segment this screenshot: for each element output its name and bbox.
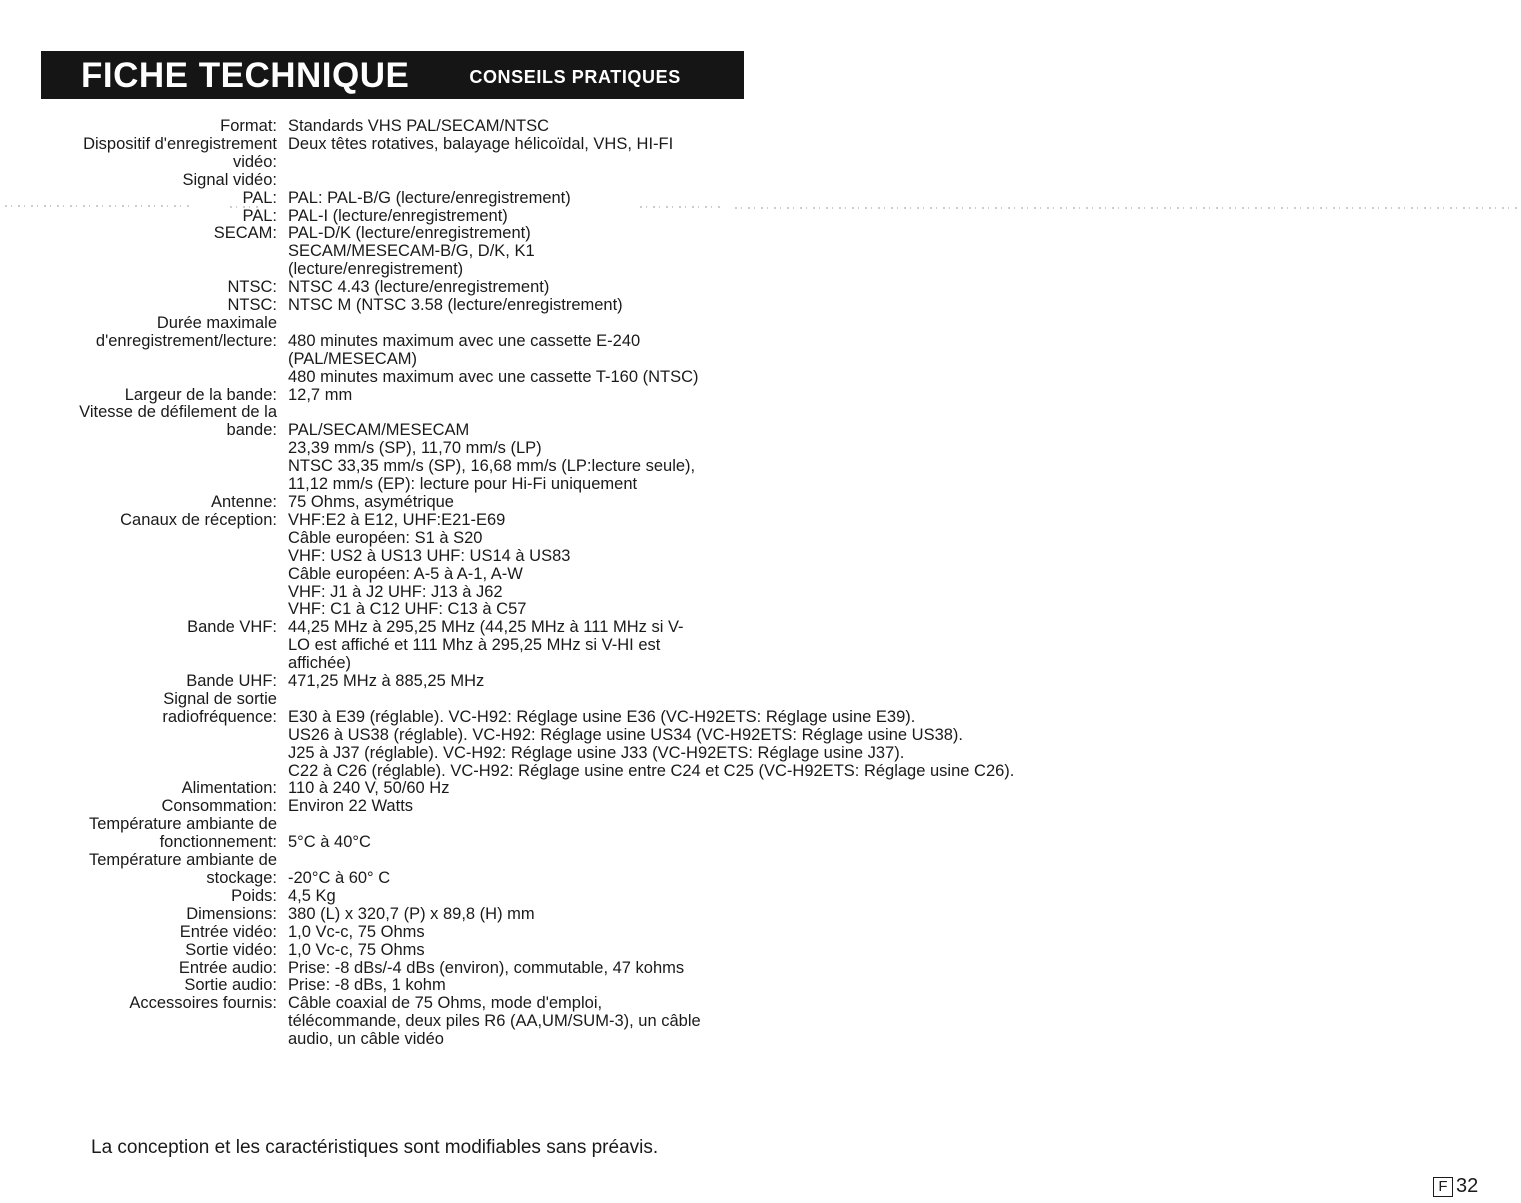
spec-row — [0, 691, 1110, 781]
spec-value-line: 12,7 mm — [288, 385, 353, 404]
spec-value — [288, 208, 508, 226]
spec-value — [288, 780, 449, 798]
spec-label-line: SECAM: — [213, 224, 277, 243]
spec-row — [0, 798, 1110, 816]
spec-label-line: Accessoires fournis: — [129, 994, 277, 1013]
spec-label — [0, 798, 277, 816]
spec-value-line: Environ 22 Watts — [288, 797, 414, 816]
spec-value — [288, 225, 535, 279]
spec-label-line: Bande UHF: — [186, 672, 277, 691]
spec-value-line: 480 minutes maximum avec une cassette E-240 — [288, 331, 641, 350]
spec-value-line: Prise: -8 dBs/-4 dBs (environ), commutable, 47 kohms — [288, 958, 685, 977]
spec-table — [0, 118, 1110, 1049]
spec-row — [0, 118, 1110, 136]
spec-label — [0, 960, 277, 978]
footer-note: La conception et les caractéristiques sont modifiables sans préavis. — [91, 1137, 659, 1158]
spec-value — [288, 924, 425, 942]
spec-value-line — [288, 816, 371, 834]
spec-value — [288, 691, 1014, 781]
spec-value — [288, 190, 571, 208]
spec-label-line: bande: — [226, 421, 277, 440]
spec-value-line: Câble coaxial de 75 Ohms, mode d'emploi, — [288, 994, 603, 1013]
spec-label — [0, 780, 277, 798]
spec-label — [0, 279, 277, 297]
spec-value-line: VHF:E2 à E12, UHF:E21-E69 — [288, 510, 506, 529]
spec-row — [0, 780, 1110, 798]
spec-value — [288, 315, 699, 387]
spec-row — [0, 190, 1110, 208]
spec-value-line: NTSC M (NTSC 3.58 (lecture/enregistrement) — [288, 296, 623, 315]
spec-value-line: 471,25 MHz à 885,25 MHz — [288, 672, 485, 691]
spec-value-line: VHF: C1 à C12 UHF: C13 à C57 — [288, 600, 527, 619]
spec-value-line: 480 minutes maximum avec une cassette T-160 (NTSC) — [288, 367, 699, 386]
spec-row — [0, 208, 1110, 226]
spec-value-line: VHF: J1 à J2 UHF: J13 à J62 — [288, 582, 503, 601]
spec-value-line: Prise: -8 dBs, 1 kohm — [288, 976, 446, 995]
spec-label — [0, 172, 277, 190]
spec-value-line: E30 à E39 (réglable). VC-H92: Réglage usine E36 (VC-H92ETS: Réglage usine E39). — [288, 707, 916, 726]
spec-value — [288, 995, 701, 1049]
spec-value-line: 11,12 mm/s (EP): lecture pour Hi-Fi uniquement — [288, 475, 638, 494]
spec-value-line: 5°C à 40°C — [288, 833, 371, 852]
spec-label-line: Largeur de la bande: — [124, 385, 277, 404]
spec-label — [0, 906, 277, 924]
spec-label-line: Entrée vidéo: — [179, 922, 277, 941]
spec-label-line: d'enregistrement/lecture: — [95, 331, 277, 350]
spec-value-line: télécommande, deux piles R6 (AA,UM/SUM-3), un câble — [288, 1012, 701, 1031]
spec-value — [288, 888, 336, 906]
spec-row — [0, 172, 1110, 190]
spec-label — [0, 852, 277, 888]
spec-label-line: NTSC: — [227, 296, 277, 315]
spec-value-line: SECAM/MESECAM-B/G, D/K, K1 — [288, 242, 535, 261]
spec-label — [0, 691, 277, 781]
spec-value — [288, 279, 549, 297]
spec-value-line: Standards VHS PAL/SECAM/NTSC — [288, 117, 550, 135]
spec-value-line: 75 Ohms, asymétrique — [288, 493, 454, 511]
spec-label — [0, 387, 277, 405]
spec-label-line: Sortie audio: — [184, 976, 277, 995]
spec-row — [0, 387, 1110, 405]
spec-value-line: affichée) — [288, 654, 351, 673]
language-mark: F — [1433, 1177, 1453, 1197]
spec-label — [0, 816, 277, 852]
spec-value-line: LO est affiché et 111 Mhz à 295,25 MHz si V-HI est — [288, 636, 661, 655]
spec-label — [0, 673, 277, 691]
spec-value-line: PAL-I (lecture/enregistrement) — [288, 206, 508, 225]
spec-value-line: PAL: PAL-B/G (lecture/enregistrement) — [288, 188, 571, 207]
spec-label — [0, 977, 277, 995]
spec-label-line: Alimentation: — [181, 779, 277, 798]
page-header-bar — [41, 51, 744, 99]
page-title: FICHE TECHNIQUE — [81, 55, 410, 95]
spec-label — [0, 208, 277, 226]
spec-row — [0, 279, 1110, 297]
spec-label-line: Durée maximale — [156, 313, 277, 332]
spec-value — [288, 816, 371, 852]
spec-label — [0, 494, 277, 512]
spec-value-line: 380 (L) x 320,7 (P) x 89,8 (H) mm — [288, 904, 535, 923]
spec-label-line: stockage: — [206, 869, 277, 888]
spec-label — [0, 619, 277, 673]
spec-row — [0, 816, 1110, 852]
spec-label-line: Poids: — [231, 886, 277, 905]
spec-row — [0, 225, 1110, 279]
spec-label — [0, 315, 277, 387]
spec-value-line — [288, 404, 695, 422]
spec-label-line: NTSC: — [227, 278, 277, 297]
spec-value-line: PAL/SECAM/MESECAM — [288, 421, 470, 440]
spec-value-line: (PAL/MESECAM) — [288, 349, 417, 368]
spec-row — [0, 852, 1110, 888]
spec-label-line: radiofréquence: — [162, 707, 277, 726]
spec-row — [0, 404, 1110, 494]
spec-value-line: Câble européen: A-5 à A-1, A-W — [288, 564, 523, 583]
spec-label — [0, 924, 277, 942]
spec-label-line: Dispositif d'enregistrement — [83, 134, 277, 153]
spec-value-line: Câble européen: S1 à S20 — [288, 528, 483, 547]
spec-row — [0, 619, 1110, 673]
spec-label-line: Sortie vidéo: — [185, 940, 277, 959]
page-number-block — [1433, 1175, 1478, 1198]
spec-label-line: Vitesse de défilement de la — [79, 403, 277, 422]
spec-label-line: vidéo: — [232, 152, 277, 171]
page-number: 32 — [1456, 1175, 1479, 1197]
spec-value — [288, 297, 623, 315]
spec-value — [288, 906, 535, 924]
spec-row — [0, 494, 1110, 512]
spec-label-line: Température ambiante de — [88, 815, 277, 834]
spec-value — [288, 118, 549, 136]
spec-value-line: J25 à J37 (réglable). VC-H92: Réglage usine J33 (VC-H92ETS: Réglage usine J37). — [288, 743, 905, 762]
spec-row — [0, 906, 1110, 924]
spec-label-line: Signal vidéo: — [182, 170, 277, 189]
spec-value — [288, 798, 413, 816]
spec-label-line: Canaux de réception: — [120, 510, 277, 529]
spec-row — [0, 888, 1110, 906]
spec-row — [0, 315, 1110, 387]
spec-value — [288, 494, 454, 512]
spec-value-line — [288, 691, 1014, 709]
spec-row — [0, 136, 1110, 172]
spec-row — [0, 995, 1110, 1049]
spec-label — [0, 512, 277, 619]
spec-label — [0, 404, 277, 494]
spec-value-line: PAL-D/K (lecture/enregistrement) — [288, 224, 531, 243]
spec-label-line: Entrée audio: — [178, 958, 277, 977]
page-subtitle: CONSEILS PRATIQUES — [469, 67, 681, 87]
spec-value — [288, 942, 425, 960]
spec-label — [0, 190, 277, 208]
spec-label-line: Antenne: — [210, 493, 277, 511]
spec-row — [0, 512, 1110, 619]
spec-value-line: 110 à 240 V, 50/60 Hz — [288, 779, 450, 798]
spec-value-line: 1,0 Vc-c, 75 Ohms — [288, 940, 425, 959]
spec-row — [0, 942, 1110, 960]
spec-label — [0, 888, 277, 906]
spec-value-line: audio, un câble vidéo — [288, 1030, 444, 1049]
spec-label-line: PAL: — [242, 206, 277, 225]
spec-value-line — [288, 154, 673, 172]
spec-value-line: NTSC 4.43 (lecture/enregistrement) — [288, 278, 550, 297]
spec-row — [0, 960, 1110, 978]
spec-value — [288, 852, 390, 888]
spec-row — [0, 977, 1110, 995]
spec-label — [0, 225, 277, 279]
spec-label — [0, 995, 277, 1049]
spec-value — [288, 136, 673, 172]
spec-value-line: NTSC 33,35 mm/s (SP), 16,68 mm/s (LP:lecture seule), — [288, 457, 696, 476]
spec-row — [0, 673, 1110, 691]
spec-value — [288, 977, 446, 995]
spec-value-line: 44,25 MHz à 295,25 MHz (44,25 MHz à 111 MHz si V- — [288, 618, 684, 637]
spec-label-line: Dimensions: — [186, 904, 277, 923]
spec-label-line: PAL: — [242, 188, 277, 207]
spec-value-line: 1,0 Vc-c, 75 Ohms — [288, 922, 425, 941]
spec-value-line: -20°C à 60° C — [288, 869, 391, 887]
spec-label — [0, 297, 277, 315]
spec-value — [288, 512, 570, 619]
spec-label — [0, 942, 277, 960]
spec-row — [0, 297, 1110, 315]
spec-row — [0, 924, 1110, 942]
spec-value — [288, 673, 484, 691]
spec-value-line: US26 à US38 (réglable). VC-H92: Réglage usine US34 (VC-H92ETS: Réglage usine US38). — [288, 725, 964, 744]
spec-value — [288, 404, 695, 494]
spec-value-line: 23,39 mm/s (SP), 11,70 mm/s (LP) — [288, 439, 542, 458]
spec-value-line: VHF: US2 à US13 UHF: US14 à US83 — [288, 546, 571, 565]
spec-value — [288, 960, 684, 978]
spec-label-line: Signal de sortie — [163, 689, 277, 708]
spec-label — [0, 118, 277, 136]
spec-value-line: (lecture/enregistrement) — [288, 260, 464, 279]
spec-value-line — [288, 315, 699, 333]
spec-value — [288, 387, 352, 405]
spec-value-line: C22 à C26 (réglable). VC-H92: Réglage usine entre C24 et C25 (VC-H92ETS: Réglage usine C26). — [288, 761, 1015, 780]
spec-label-line: Bande VHF: — [187, 618, 277, 637]
spec-value-line: 4,5 Kg — [288, 886, 336, 905]
spec-label — [0, 136, 277, 172]
spec-label-line: Température ambiante de — [88, 851, 277, 870]
spec-label-line: Consommation: — [161, 797, 277, 816]
spec-label-line: Format: — [220, 117, 277, 135]
spec-value-line — [288, 852, 390, 870]
spec-value — [288, 619, 684, 673]
spec-label-line: fonctionnement: — [159, 833, 277, 852]
spec-value-line: Deux têtes rotatives, balayage hélicoïdal, VHS, HI-FI — [288, 134, 674, 153]
